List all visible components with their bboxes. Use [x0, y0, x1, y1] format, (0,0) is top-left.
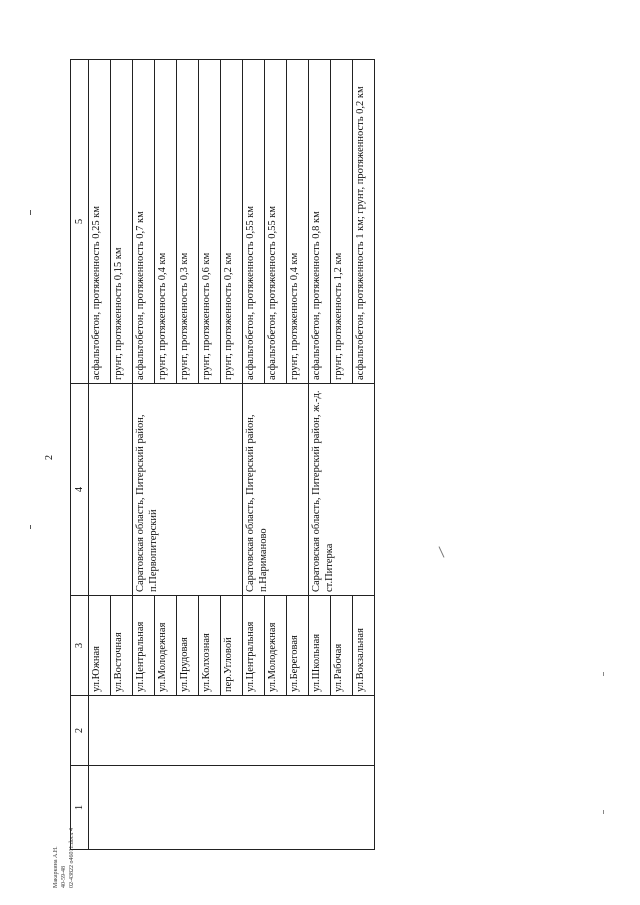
- street-cell: ул.Центральная: [243, 596, 265, 696]
- street-cell: ул.Южная: [89, 596, 111, 696]
- scan-mark: [603, 672, 604, 676]
- scan-mark: [30, 525, 31, 529]
- surface-cell: грунт, протяженность 0,4 км: [155, 60, 177, 384]
- column-2-cell: [89, 696, 375, 766]
- scan-mark: [603, 810, 604, 814]
- document-footer: [52, 758, 76, 888]
- table-header-row: [71, 60, 89, 850]
- surface-cell: асфальтобетон, протяженность 0,25 км: [89, 60, 111, 384]
- street-cell: ул.Молодежная: [155, 596, 177, 696]
- column-header-2: 2: [71, 696, 89, 766]
- surface-cell: асфальтобетон, протяженность 0,8 км: [309, 60, 331, 384]
- surface-cell: грунт, протяженность 0,3 км: [177, 60, 199, 384]
- surface-cell: грунт, протяженность 0,15 км: [111, 60, 133, 384]
- street-cell: ул.Рабочая: [331, 596, 353, 696]
- street-cell: ул.Прудовая: [177, 596, 199, 696]
- rotated-page-content: [70, 60, 366, 850]
- street-cell: ул.Школьная: [309, 596, 331, 696]
- surface-cell: грунт, протяженность 0,6 км: [199, 60, 221, 384]
- column-header-5: 5: [71, 60, 89, 384]
- address-cell: Саратовская область, Питерский район, ж.-д. ст.Питерка: [309, 384, 375, 596]
- table-row: [89, 60, 111, 850]
- street-cell: ул.Колхозная: [199, 596, 221, 696]
- surface-cell: асфальтобетон, протяженность 0,55 км: [243, 60, 265, 384]
- surface-cell: грунт, протяженность 1,2 км: [331, 60, 353, 384]
- address-cell: Саратовская область, Питерский район, п.Нариманово: [243, 384, 309, 596]
- page-number: 2: [44, 455, 55, 460]
- scan-mark: [439, 546, 445, 557]
- surface-cell: асфальтобетон, протяженность 0,7 км: [133, 60, 155, 384]
- footer-phone: 40-59-48: [61, 866, 68, 888]
- address-cell: Саратовская область, Питерский район, п.Первопитерский: [133, 384, 243, 596]
- street-cell: ул.Молодежная: [265, 596, 287, 696]
- footer-doc-ref: 02-43822 о46011.docx 4: [69, 828, 76, 888]
- street-cell: ул.Центральная: [133, 596, 155, 696]
- column-header-4: 4: [71, 384, 89, 596]
- surface-cell: грунт, протяженность 0,4 км: [287, 60, 309, 384]
- address-cell: [89, 384, 133, 596]
- surface-cell: асфальтобетон, протяженность 0,55 км: [265, 60, 287, 384]
- roads-table: [70, 59, 375, 850]
- street-cell: ул.Береговая: [287, 596, 309, 696]
- column-1-cell: [89, 766, 375, 850]
- column-header-3: 3: [71, 596, 89, 696]
- street-cell: пер.Угловой: [221, 596, 243, 696]
- street-cell: ул.Восточная: [111, 596, 133, 696]
- scan-mark: [30, 210, 31, 215]
- street-cell: ул.Вокзальная: [353, 596, 375, 696]
- column-header-1: 1: [71, 766, 89, 850]
- surface-cell: асфальтобетон, протяженность 1 км; грунт, протяженность 0,2 км: [353, 60, 375, 384]
- footer-author: Макаркина А.Н.: [53, 846, 59, 888]
- surface-cell: грунт, протяженность 0,2 км: [221, 60, 243, 384]
